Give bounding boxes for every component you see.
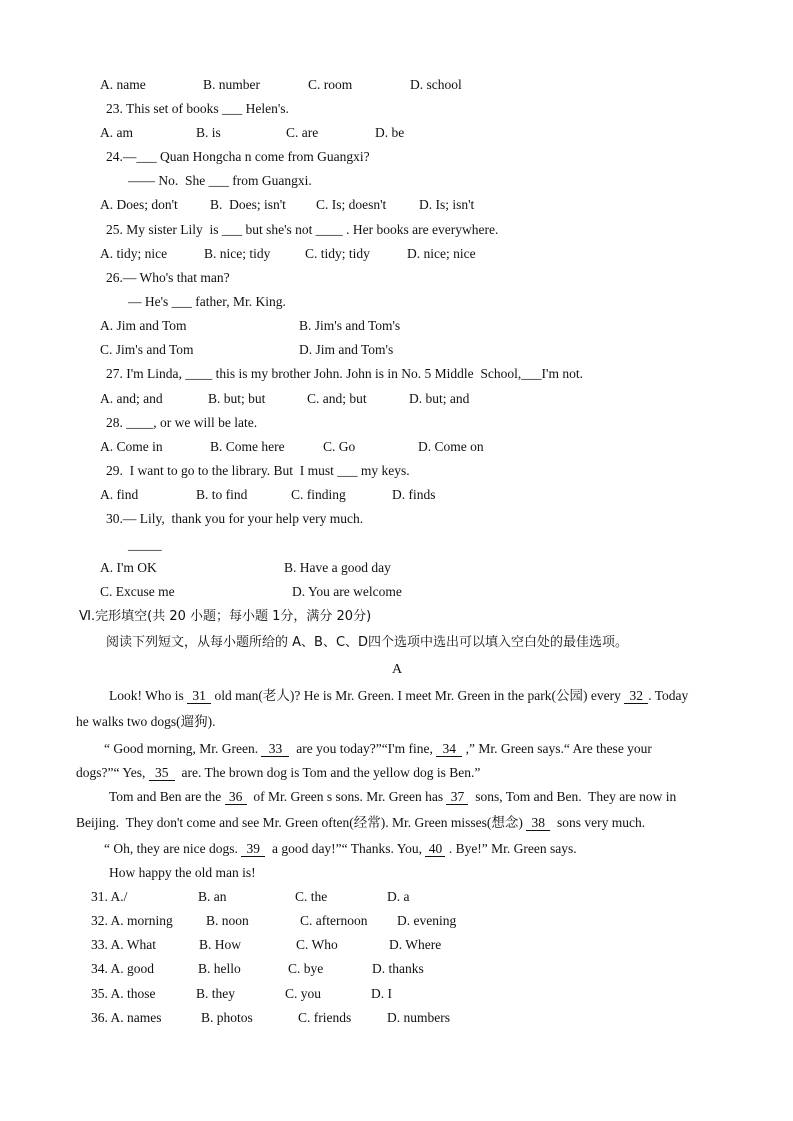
passage-line-3 xyxy=(104,741,652,757)
passage-label: A xyxy=(392,662,403,677)
passage-line-5 xyxy=(109,789,676,805)
q26-option-b: B. Jim's and Tom's xyxy=(299,318,401,333)
q31-option-d: D. a xyxy=(387,889,410,904)
q22-option-c: C. room xyxy=(308,77,353,92)
q35-option-c: C. you xyxy=(285,986,322,1001)
q26-question: 26.— Who's that man? xyxy=(106,270,230,285)
q25-option-b: B. nice; tidy xyxy=(204,246,271,261)
q30-answer-blank: _____ xyxy=(128,537,162,552)
q31-option-a: 31. A./ xyxy=(91,889,128,904)
passage-text: sons very much. xyxy=(550,815,646,830)
section-instruction: 阅读下列短文，从每小题所给的 A、B、C、D四个选项中选出可以填入空白处的最佳选项。 xyxy=(106,635,629,650)
blank-39: 39 xyxy=(241,842,265,857)
q29-option-b: B. to find xyxy=(196,487,248,502)
blank-35: 35 xyxy=(149,766,175,781)
q28-option-d: D. Come on xyxy=(418,439,484,454)
blank-32: 32 xyxy=(624,689,648,704)
passage-text: are you today?”“I'm fine, xyxy=(289,741,437,756)
blank-37: 37 xyxy=(446,790,468,805)
blank-31: 31 xyxy=(187,689,211,704)
passage-text: a good day!”“ Thanks. You, xyxy=(265,841,426,856)
q25-option-a: A. tidy; nice xyxy=(100,246,168,261)
q29-question: 29. I want to go to the library. But I must ___ my keys. xyxy=(106,463,410,478)
q24-option-c: C. Is; doesn't xyxy=(316,197,387,212)
q22-option-b: B. number xyxy=(203,77,260,92)
q27-option-b: B. but; but xyxy=(208,391,266,406)
q25-option-d: D. nice; nice xyxy=(407,246,476,261)
q23-question: 23. This set of books ___ Helen's. xyxy=(106,101,289,116)
q23-option-a: A. am xyxy=(100,125,133,140)
q31-option-b: B. an xyxy=(198,889,227,904)
q25-question: 25. My sister Lily is ___ but she's not ____ . Her books are everywhere. xyxy=(106,222,499,237)
passage-line-8: How happy the old man is! xyxy=(109,865,256,880)
passage-text: of Mr. Green s sons. Mr. Green has xyxy=(246,789,447,804)
q33-option-a: 33. A. What xyxy=(91,937,156,952)
passage-text: “ Oh, they are nice dogs. xyxy=(104,841,242,856)
q34-option-b: B. hello xyxy=(198,961,241,976)
passage-text: are. The brown dog is Tom and the yellow dog is Ben.” xyxy=(174,765,481,780)
q30-option-d: D. You are welcome xyxy=(292,584,402,599)
q26-answer-line: — He's ___ father, Mr. King. xyxy=(128,294,286,309)
passage-text: “ Good morning, Mr. Green. xyxy=(104,741,262,756)
blank-36: 36 xyxy=(225,790,247,805)
q27-question: 27. I'm Linda, ____ this is my brother John. John is in No. 5 Middle School,___I'm not. xyxy=(106,366,583,381)
q35-option-b: B. they xyxy=(196,986,235,1001)
passage-line-7 xyxy=(104,841,577,857)
q30-option-a: A. I'm OK xyxy=(100,560,157,575)
blank-40: 40 xyxy=(425,842,445,857)
q28-option-a: A. Come in xyxy=(100,439,163,454)
passage-text: . Bye!” Mr. Green says. xyxy=(445,841,577,856)
q26-option-d: D. Jim and Tom's xyxy=(299,342,394,357)
q27-option-a: A. and; and xyxy=(100,391,163,406)
q34-option-a: 34. A. good xyxy=(91,961,155,976)
q36-option-c: C. friends xyxy=(298,1010,352,1025)
q29-option-a: A. find xyxy=(100,487,139,502)
q28-option-c: C. Go xyxy=(323,439,356,454)
q26-option-c: C. Jim's and Tom xyxy=(100,342,194,357)
q24-answer-line: —— No. She ___ from Guangxi. xyxy=(128,173,312,188)
passage-text: sons, Tom and Ben. They are now in xyxy=(468,789,677,804)
q30-option-b: B. Have a good day xyxy=(284,560,391,575)
blank-34: 34 xyxy=(436,742,462,757)
q29-option-d: D. finds xyxy=(392,487,436,502)
passage-text: Tom and Ben are the xyxy=(109,789,225,804)
q22-option-d: D. school xyxy=(410,77,462,92)
q36-option-d: D. numbers xyxy=(387,1010,450,1025)
q32-option-d: D. evening xyxy=(397,913,457,928)
passage-line-4 xyxy=(76,765,480,781)
q33-option-d: D. Where xyxy=(389,937,442,952)
q34-option-c: C. bye xyxy=(288,961,324,976)
passage-text: ,” Mr. Green says.“ Are these your xyxy=(462,741,652,756)
passage-text: Look! Who is xyxy=(109,688,188,703)
q23-option-c: C. are xyxy=(286,125,319,140)
passage-text: . Today xyxy=(648,688,689,703)
q31-option-c: C. the xyxy=(295,889,328,904)
q22-option-a: A. name xyxy=(100,77,146,92)
q28-option-b: B. Come here xyxy=(210,439,285,454)
passage-line-1 xyxy=(109,688,688,704)
passage-text: old man(老人)? He is Mr. Green. I meet Mr. Green in the park(公园) every xyxy=(211,688,625,703)
q23-option-b: B. is xyxy=(196,125,221,140)
q36-option-a: 36. A. names xyxy=(91,1010,162,1025)
q35-option-a: 35. A. those xyxy=(91,986,156,1001)
q24-option-b: B. Does; isn't xyxy=(210,197,286,212)
q30-question: 30.— Lily, thank you for your help very much. xyxy=(106,511,364,526)
q24-option-a: A. Does; don't xyxy=(100,197,178,212)
q29-option-c: C. finding xyxy=(291,487,346,502)
q27-option-d: D. but; and xyxy=(409,391,470,406)
q24-option-d: D. Is; isn't xyxy=(419,197,475,212)
blank-33: 33 xyxy=(261,742,289,757)
blank-38: 38 xyxy=(526,816,550,831)
q36-option-b: B. photos xyxy=(201,1010,253,1025)
q32-option-a: 32. A. morning xyxy=(91,913,173,928)
q35-option-d: D. I xyxy=(371,986,392,1001)
passage-line-6 xyxy=(76,815,645,831)
passage-text: dogs?”“ Yes, xyxy=(76,765,149,780)
q33-option-c: C. Who xyxy=(296,937,338,952)
q24-question: 24.—___ Quan Hongcha n come from Guangxi? xyxy=(106,149,370,164)
passage-line-2: he walks two dogs(遛狗). xyxy=(76,714,216,729)
q30-option-c: C. Excuse me xyxy=(100,584,175,599)
section-title: Ⅵ.完形填空(共 20 小题；每小题 1分，满分 20分) xyxy=(79,609,372,624)
q28-question: 28. ____, or we will be late. xyxy=(106,415,258,430)
q32-option-b: B. noon xyxy=(206,913,249,928)
q34-option-d: D. thanks xyxy=(372,961,424,976)
q32-option-c: C. afternoon xyxy=(300,913,368,928)
passage-text: Beijing. They don't come and see Mr. Green often(经常). Mr. Green misses(想念) xyxy=(76,815,527,830)
q23-option-d: D. be xyxy=(375,125,405,140)
q26-option-a: A. Jim and Tom xyxy=(100,318,187,333)
q25-option-c: C. tidy; tidy xyxy=(305,246,370,261)
q27-option-c: C. and; but xyxy=(307,391,367,406)
q33-option-b: B. How xyxy=(199,937,242,952)
